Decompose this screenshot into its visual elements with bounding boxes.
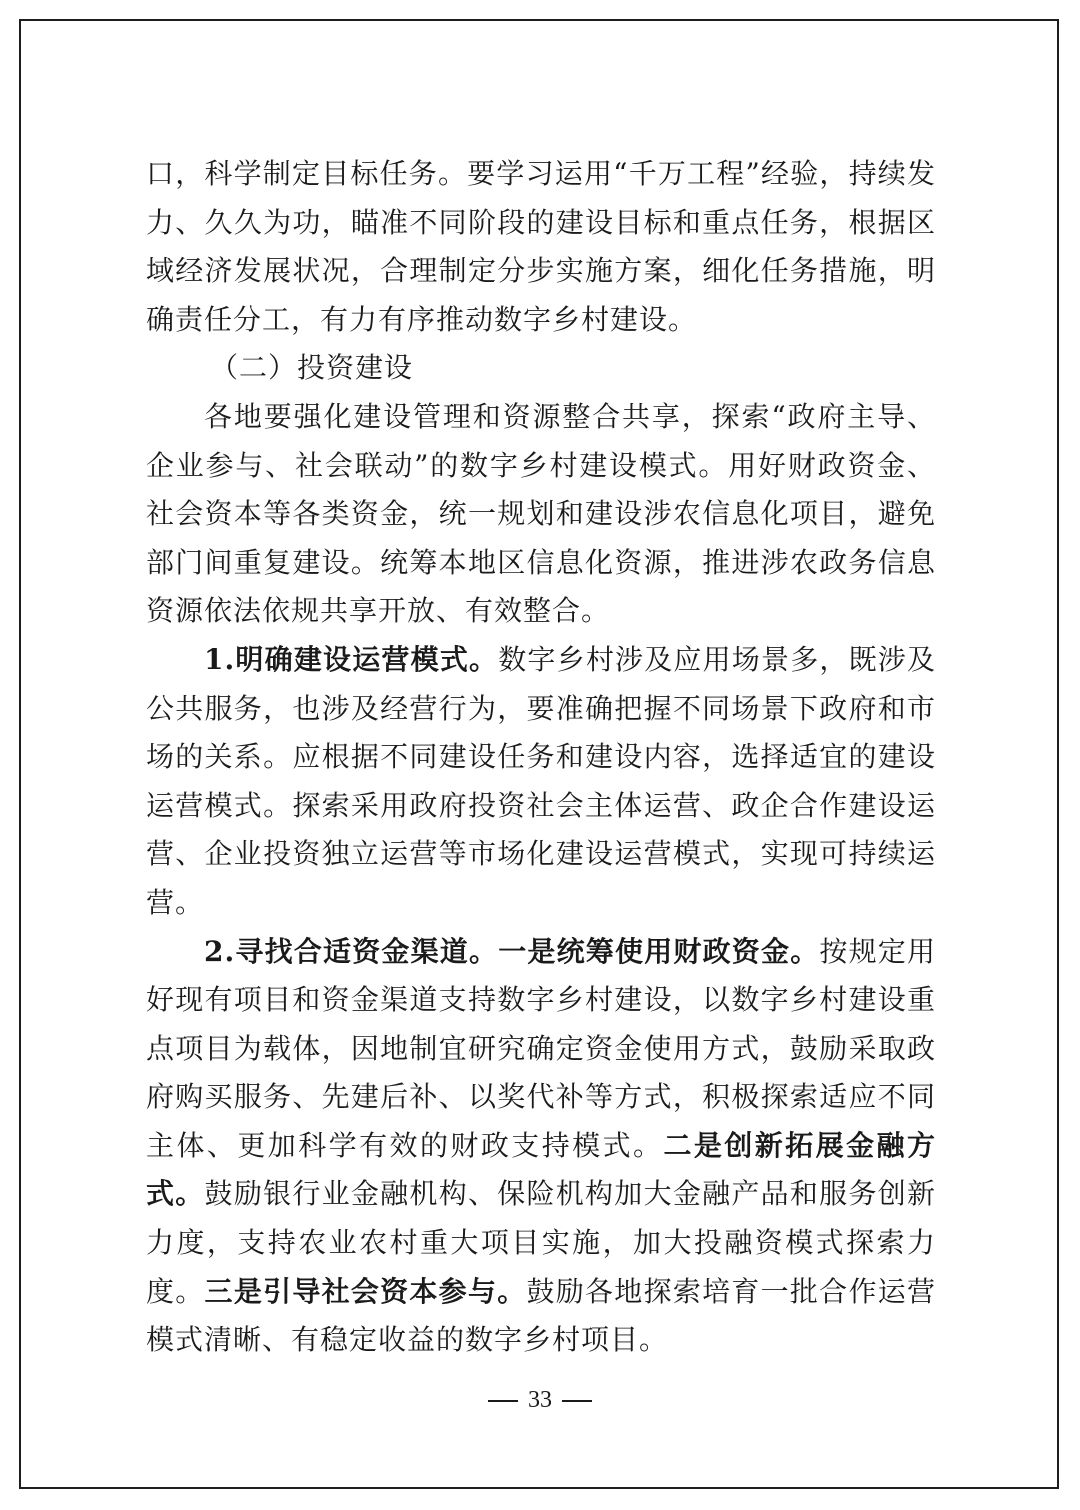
right-dash [562, 1400, 592, 1402]
item-2-sub3-text: 鼓励各地探索培育一批合作运营模式清晰、有稳定收益的数字乡村项目。 [146, 1274, 936, 1357]
item-2-sub3-title: 三是引导社会资本参与。 [204, 1274, 527, 1308]
paragraph-continued: 口，科学制定目标任务。要学习运用“千万工程”经验，持续发力、久久为功，瞄准不同阶段的建设目标和重点任务，根据区域经济发展状况，合理制定分步实施方案，细化任务措施，明确责任分工，有力有序推动数字乡村建设。 [146, 157, 936, 336]
item-2-paragraph [146, 928, 936, 1365]
item-1-paragraph [146, 636, 936, 928]
left-dash [488, 1400, 518, 1402]
item-2-sub2-title: 二是创新拓展金融方式。 [146, 1128, 936, 1211]
document-body [146, 150, 936, 1365]
section-heading: （二）投资建设 [210, 351, 414, 385]
item-2-sub2-text: 鼓励银行业金融机构、保险机构加大金融产品和服务创新力度，支持农业农村重大项目实施，加大投融资模式探索力度。 [146, 1177, 936, 1308]
item-1-text: 数字乡村涉及应用场景多，既涉及公共服务，也涉及经营行为，要准确把握不同场景下政府和市场的关系。应根据不同建设任务和建设内容，选择适宜的建设运营模式。探索采用政府投资社会主体运营、政企合作建设运营、企业投资独立运营等市场化建设运营模式，实现可持续运营。 [146, 642, 936, 919]
page-number-footer [0, 1387, 1080, 1414]
item-1-title: 1.明确建设运营模式。 [204, 642, 499, 676]
paragraph-investment: 各地要强化建设管理和资源整合共享，探索“政府主导、企业参与、社会联动”的数字乡村建设模式。用好财政资金、社会资本等各类资金，统一规划和建设涉农信息化项目，避免部门间重复建设。统筹本地区信息化资源，推进涉农政务信息资源依法依规共享开放、有效整合。 [146, 399, 936, 628]
item-2-title: 2.寻找合适资金渠道。 [204, 934, 499, 968]
page-number: 33 [528, 1387, 552, 1413]
item-2-sub1-text: 按规定用好现有项目和资金渠道支持数字乡村建设，以数字乡村建设重点项目为载体，因地制宜研究确定资金使用方式，鼓励采取政府购买服务、先建后补、以奖代补等方式，积极探索适应不同主体、更加科学有效的财政支持模式。 [146, 934, 936, 1162]
item-2-sub1-title: 一是统筹使用财政资金。 [498, 934, 820, 968]
